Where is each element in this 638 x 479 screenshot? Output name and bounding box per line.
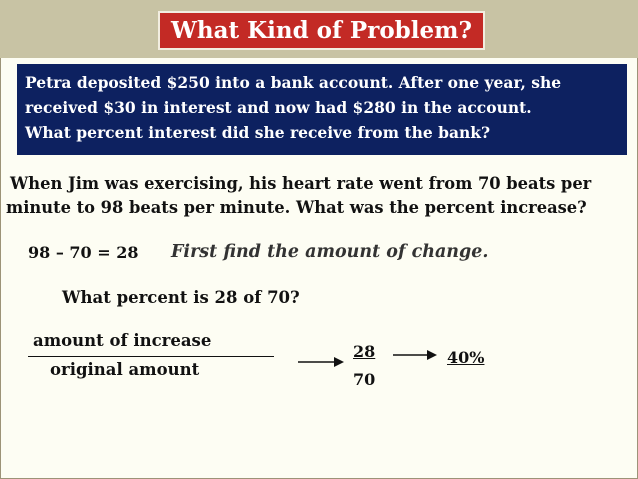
fraction-bar: [28, 356, 274, 357]
hint-text: First find the amount of change.: [171, 242, 489, 262]
fraction-denominator: original amount: [50, 360, 200, 379]
problem-line: received $30 in interest and now had $280 in the account.: [25, 98, 532, 117]
value-denominator: 70: [353, 370, 376, 389]
fraction-numerator: amount of increase: [33, 331, 212, 350]
value-numerator: 28: [353, 342, 376, 361]
arrow-right-icon: [393, 348, 439, 362]
slide-title: What Kind of Problem?: [171, 17, 472, 44]
example-line: minute to 98 beats per minute. What was the percent increase?: [6, 198, 587, 217]
problem-line: Petra deposited $250 into a bank account. After one year, she: [25, 73, 562, 92]
question-text: What percent is 28 of 70?: [62, 288, 300, 307]
calculation: 98 – 70 = 28: [28, 243, 139, 262]
title-banner: [158, 11, 485, 50]
example-line: When Jim was exercising, his heart rate went from 70 beats per: [10, 174, 592, 193]
problem-line: What percent interest did she receive from the bank?: [25, 123, 491, 142]
result-percent: 40%: [447, 348, 485, 367]
problem-box: [17, 64, 627, 155]
arrow-right-icon: [298, 355, 346, 369]
